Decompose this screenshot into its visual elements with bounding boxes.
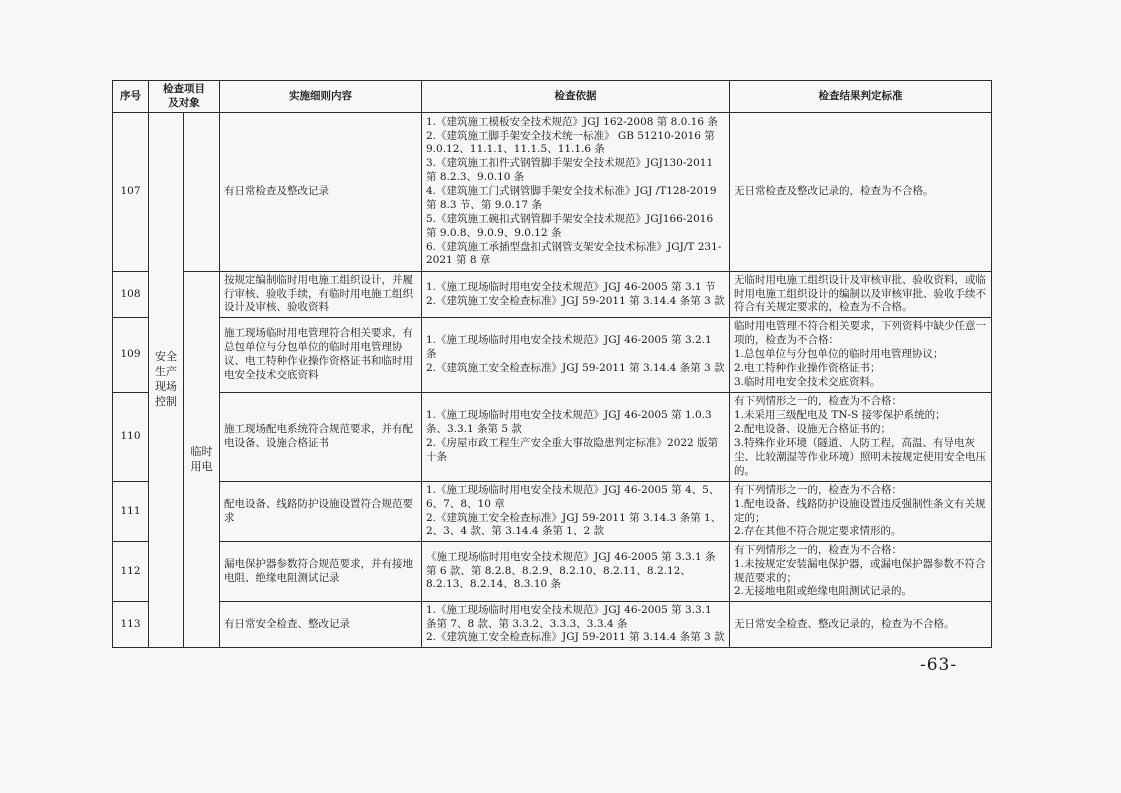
row-basis — [422, 318, 730, 393]
basis-line: 2.《建筑施工安全检查标准》JGJ 59-2011 第 3.14.4 条第 3 款 — [426, 294, 725, 307]
criteria-line: 无日常安全检查、整改记录的，检查为不合格。 — [734, 617, 955, 630]
table-row — [113, 393, 992, 482]
row-no: 107 — [113, 113, 149, 272]
row-detail: 施工现场临时用电管理符合相关要求，有总包单位与分包单位的临时用电管理协议、电工特种作业操作资格证书和临时用电安全技术交底资料 — [220, 318, 422, 393]
basis-line: 5.《建筑施工碗扣式钢管脚手架安全技术规范》JGJ166-2016 第 9.0.8、9.0.9、9.0.12 条 — [426, 212, 714, 239]
criteria-line: 1.总包单位与分包单位的临时用电管理协议； — [734, 348, 944, 361]
criteria-line: 2.电工特种作业操作资格证书； — [734, 361, 881, 374]
row-detail: 漏电保护器参数符合规范要求，并有接地电阻、绝缘电阻测试记录 — [220, 542, 422, 602]
row-detail: 有日常安全检查、整改记录 — [220, 602, 422, 648]
basis-line: 1.《施工现场临时用电安全技术规范》JGJ 46-2005 第 3.3.1 条第 7、8 款、第 3.3.2、3.3.3、3.3.4 条 — [426, 603, 712, 630]
row-criteria — [730, 113, 992, 272]
basis-line: 2.《建筑施工脚手架安全技术统一标准》 GB 51210-2016 第 9.0.12、11.1.1、11.1.5、11.1.6 条 — [426, 129, 715, 156]
row-detail: 施工现场配电系统符合规范要求，并有配电设备、设施合格证书 — [220, 393, 422, 482]
table-header-row — [113, 81, 992, 113]
row-criteria — [730, 602, 992, 648]
criteria-line: 无日常检查及整改记录的，检查为不合格。 — [734, 185, 934, 198]
row-basis — [422, 602, 730, 648]
criteria-line: 1.未按规定安装漏电保护器，或漏电保护器参数不符合规范要求的； — [734, 557, 986, 584]
row-criteria — [730, 482, 992, 542]
row-basis — [422, 272, 730, 318]
row-criteria — [730, 318, 992, 393]
header-detail: 实施细则内容 — [220, 81, 422, 113]
header-no: 序号 — [113, 81, 149, 113]
criteria-line: 2.无接地电阻或绝缘电阻测试记录的。 — [734, 585, 913, 598]
row-basis — [422, 393, 730, 482]
row-no: 110 — [113, 393, 149, 482]
table-row — [113, 542, 992, 602]
criteria-line: 临时用电管理不符合相关要求，下列资料中缺少任意一项的，检查为不合格： — [734, 320, 986, 347]
table-row — [113, 482, 992, 542]
criteria-line: 有下列情形之一的，检查为不合格： — [734, 483, 902, 496]
criteria-line: 3.临时用电安全技术交底资料。 — [734, 375, 881, 388]
criteria-line: 有下列情形之一的，检查为不合格： — [734, 395, 902, 408]
row-criteria — [730, 272, 992, 318]
row-basis — [422, 113, 730, 272]
basis-line: 1.《施工现场临时用电安全技术规范》JGJ 46-2005 第 1.0.3 条、3.3.1 条第 5 款 — [426, 409, 712, 436]
criteria-line: 2.存在其他不符合规定要求情形的。 — [734, 525, 902, 538]
category-cell — [149, 113, 184, 648]
basis-line: 6.《建筑施工承插型盘扣式钢管支架安全技术标准》JGJ/T 231-2021 第 8 章 — [426, 240, 722, 267]
criteria-line: 无临时用电施工组织设计及审核审批、验收资料，或临时用电施工组织设计的编制以及审核审批、验收手续不符合有关规定要求的，检查为不合格。 — [734, 273, 986, 314]
basis-line: 1.《施工现场临时用电安全技术规范》JGJ 46-2005 第 3.2.1 条 — [426, 334, 712, 361]
basis-line: 2.《建筑施工安全检查标准》JGJ 59-2011 第 3.14.3 条第 1、2、3、4 款、第 3.14.4 条第 1、2 款 — [426, 511, 722, 538]
table-row — [113, 272, 992, 318]
inspection-table — [112, 80, 992, 648]
basis-line: 1.《施工现场临时用电安全技术规范》JGJ 46-2005 第 3.1 节 — [426, 280, 716, 293]
row-criteria — [730, 542, 992, 602]
row-no: 108 — [113, 272, 149, 318]
row-no: 109 — [113, 318, 149, 393]
criteria-line: 2.配电设备、设施无合格证书的； — [734, 423, 892, 436]
page-number: -63- — [920, 655, 958, 675]
row-detail: 有日常检查及整改记录 — [220, 113, 422, 272]
basis-line: 2.《房屋市政工程生产安全重大事故隐患判定标准》2022 版第十条 — [426, 437, 719, 463]
row-basis — [422, 542, 730, 602]
table-row — [113, 602, 992, 648]
criteria-line: 有下列情形之一的，检查为不合格： — [734, 543, 902, 556]
header-item-label: 检查项目 及对象 — [163, 82, 205, 109]
basis-line: 《施工现场临时用电安全技术规范》JGJ 46-2005 第 3.3.1 条第 6 款、第 8.2.8、8.2.9、8.2.10、8.2.11、8.2.12、8.2.13、8.2.14、8.3.10 条 — [426, 550, 716, 591]
table-row — [113, 318, 992, 393]
table-row — [113, 113, 992, 272]
criteria-line: 1.配电设备、线路防护设施设置违反强制性条文有关规定的； — [734, 497, 986, 524]
row-criteria — [730, 393, 992, 482]
subcategory-empty — [184, 113, 220, 272]
basis-line: 2.《建筑施工安全检查标准》JGJ 59-2011 第 3.14.4 条第 3 款 — [426, 361, 725, 374]
row-no: 112 — [113, 542, 149, 602]
row-basis — [422, 482, 730, 542]
subcategory-label: 临时 用电 — [190, 444, 213, 473]
header-basis: 检查依据 — [422, 81, 730, 113]
row-detail: 按规定编制临时用电施工组织设计，并履行审核、验收手续，有临时用电施工组织设计及审核、验收资料 — [220, 272, 422, 318]
header-criteria: 检查结果判定标准 — [730, 81, 992, 113]
subcategory-cell — [184, 272, 220, 648]
category-label: 安全 生产 现场 控制 — [155, 350, 177, 408]
basis-line: 1.《施工现场临时用电安全技术规范》JGJ 46-2005 第 4、5、6、7、8、10 章 — [426, 483, 720, 510]
row-no: 113 — [113, 602, 149, 648]
row-detail: 配电设备、线路防护设施设置符合规范要求 — [220, 482, 422, 542]
basis-line: 4.《建筑施工门式钢管脚手架安全技术标准》JGJ /T128-2019 第 8.3 节、第 9.0.17 条 — [426, 185, 717, 211]
row-no: 111 — [113, 482, 149, 542]
header-item — [149, 81, 220, 113]
criteria-line: 1.未采用三级配电及 TN-S 接零保护系统的； — [734, 409, 946, 422]
basis-line: 2.《建筑施工安全检查标准》JGJ 59-2011 第 3.14.4 条第 3 款 — [426, 631, 725, 644]
basis-line: 1.《建筑施工模板安全技术规范》JGJ 162-2008 第 8.0.16 条 — [426, 115, 718, 128]
basis-line: 3.《建筑施工扣件式钢管脚手架安全技术规范》JGJ130-2011 第 8.2.3、9.0.10 条 — [426, 157, 714, 184]
criteria-line: 3.特殊作业环境（隧道、人防工程，高温、有导电灰尘、比较潮湿等作业环境）照明未按规定使用安全电压的。 — [734, 437, 986, 477]
